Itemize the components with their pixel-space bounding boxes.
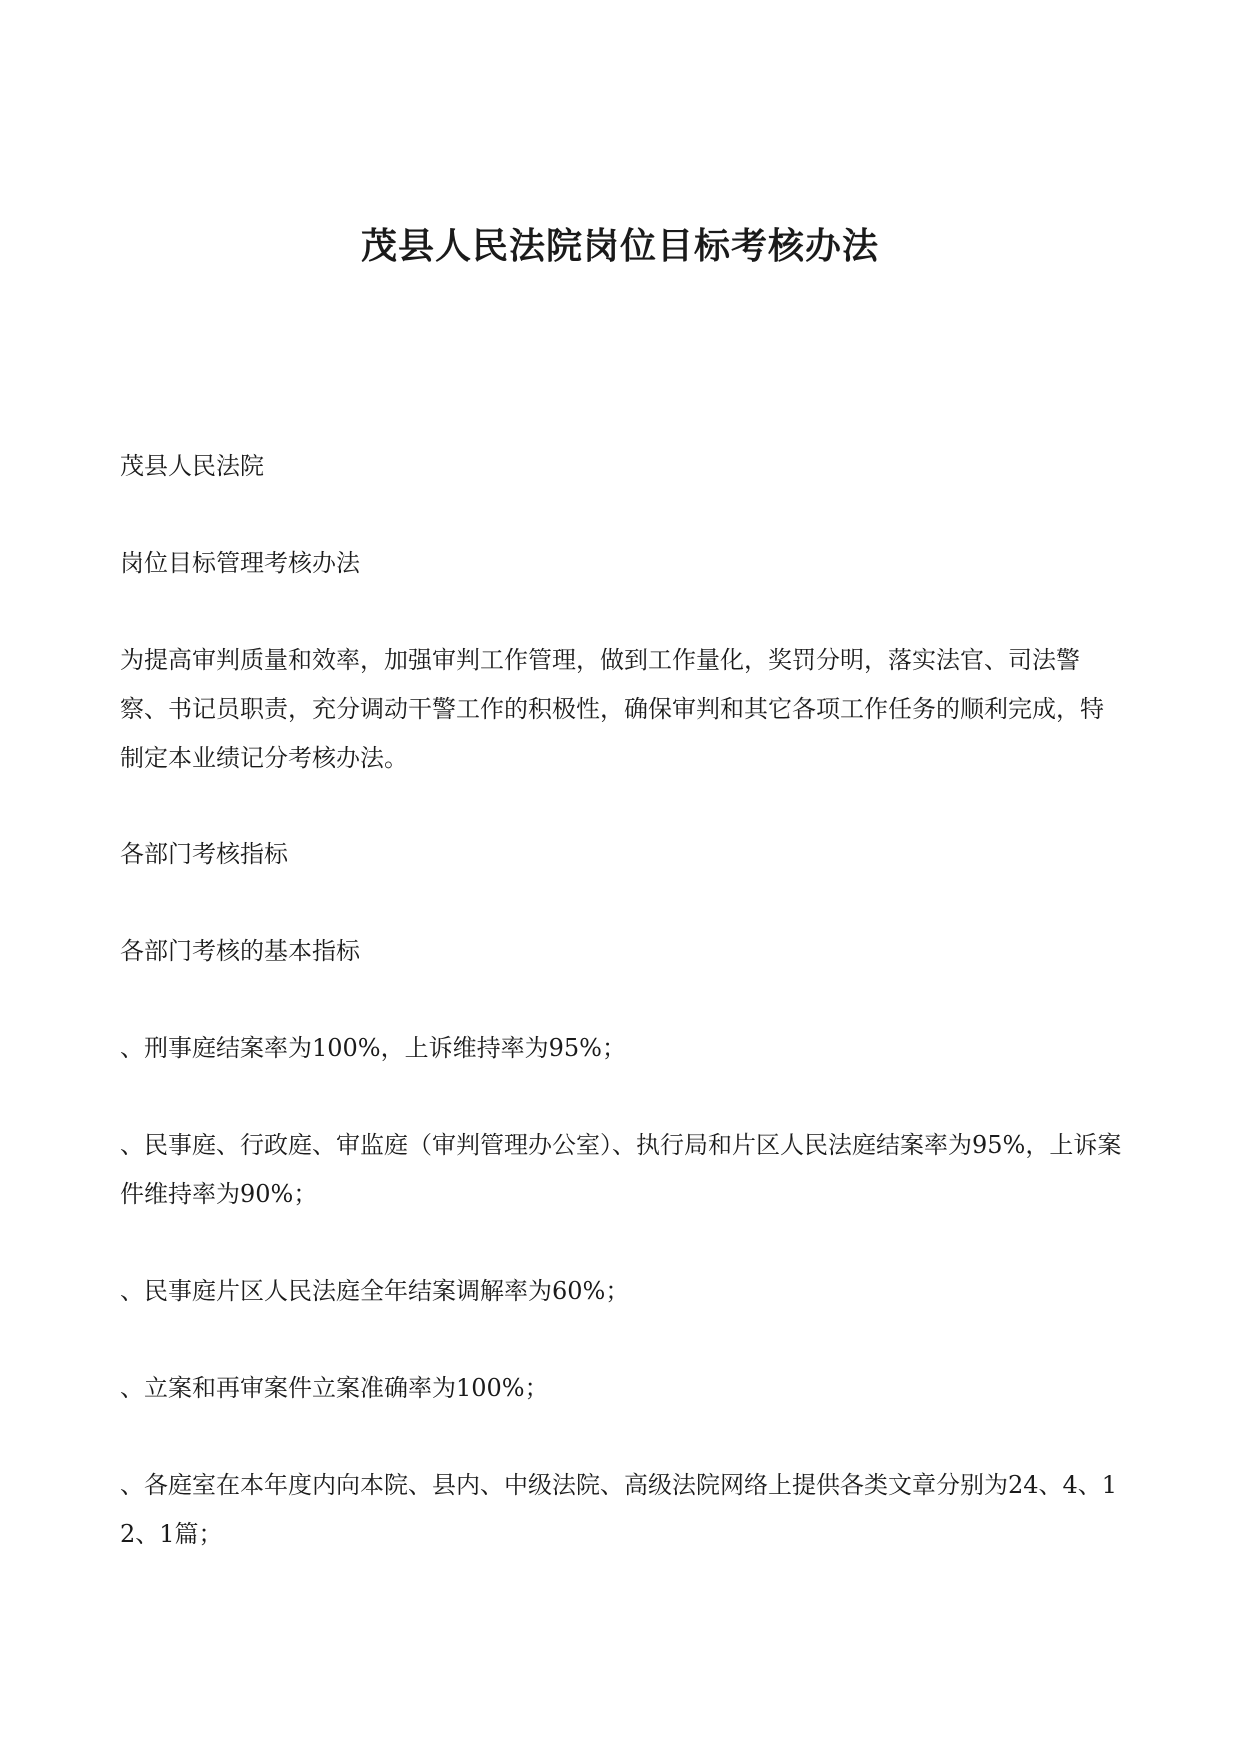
- paragraph-basic-indicators: 各部门考核的基本指标: [120, 937, 360, 965]
- paragraph-purpose: 为提高审判质量和效率，加强审判工作管理，做到工作量化，奖罚分明，落实法官、司法警察、书记员职责，充分调动干警工作的积极性，确保审判和其它各项工作任务的顺利完成，特制定本业绩记分考核办法。: [120, 646, 1104, 772]
- paragraph-section-heading: 各部门考核指标: [120, 840, 288, 868]
- document-title: 茂县人民法院岗位目标考核办法: [360, 225, 879, 267]
- list-item-articles: 、各庭室在本年度内向本院、县内、中级法院、高级法院网络上提供各类文章分别为24、4、12、1篇；: [120, 1471, 1118, 1548]
- paragraph-subtitle: 岗位目标管理考核办法: [120, 549, 360, 577]
- list-item-civil-courts: 、民事庭、行政庭、审监庭（审判管理办公室）、执行局和片区人民法庭结案率为95%，上诉案件维持率为90%；: [120, 1131, 1122, 1208]
- list-item-filing-accuracy: 、立案和再审案件立案准确率为100%；: [120, 1374, 549, 1402]
- paragraph-court-name: 茂县人民法院: [120, 452, 264, 480]
- list-item-mediation-rate: 、民事庭片区人民法庭全年结案调解率为60%；: [120, 1277, 630, 1305]
- list-item-criminal-court: 、刑事庭结案率为100%，上诉维持率为95%；: [120, 1034, 626, 1062]
